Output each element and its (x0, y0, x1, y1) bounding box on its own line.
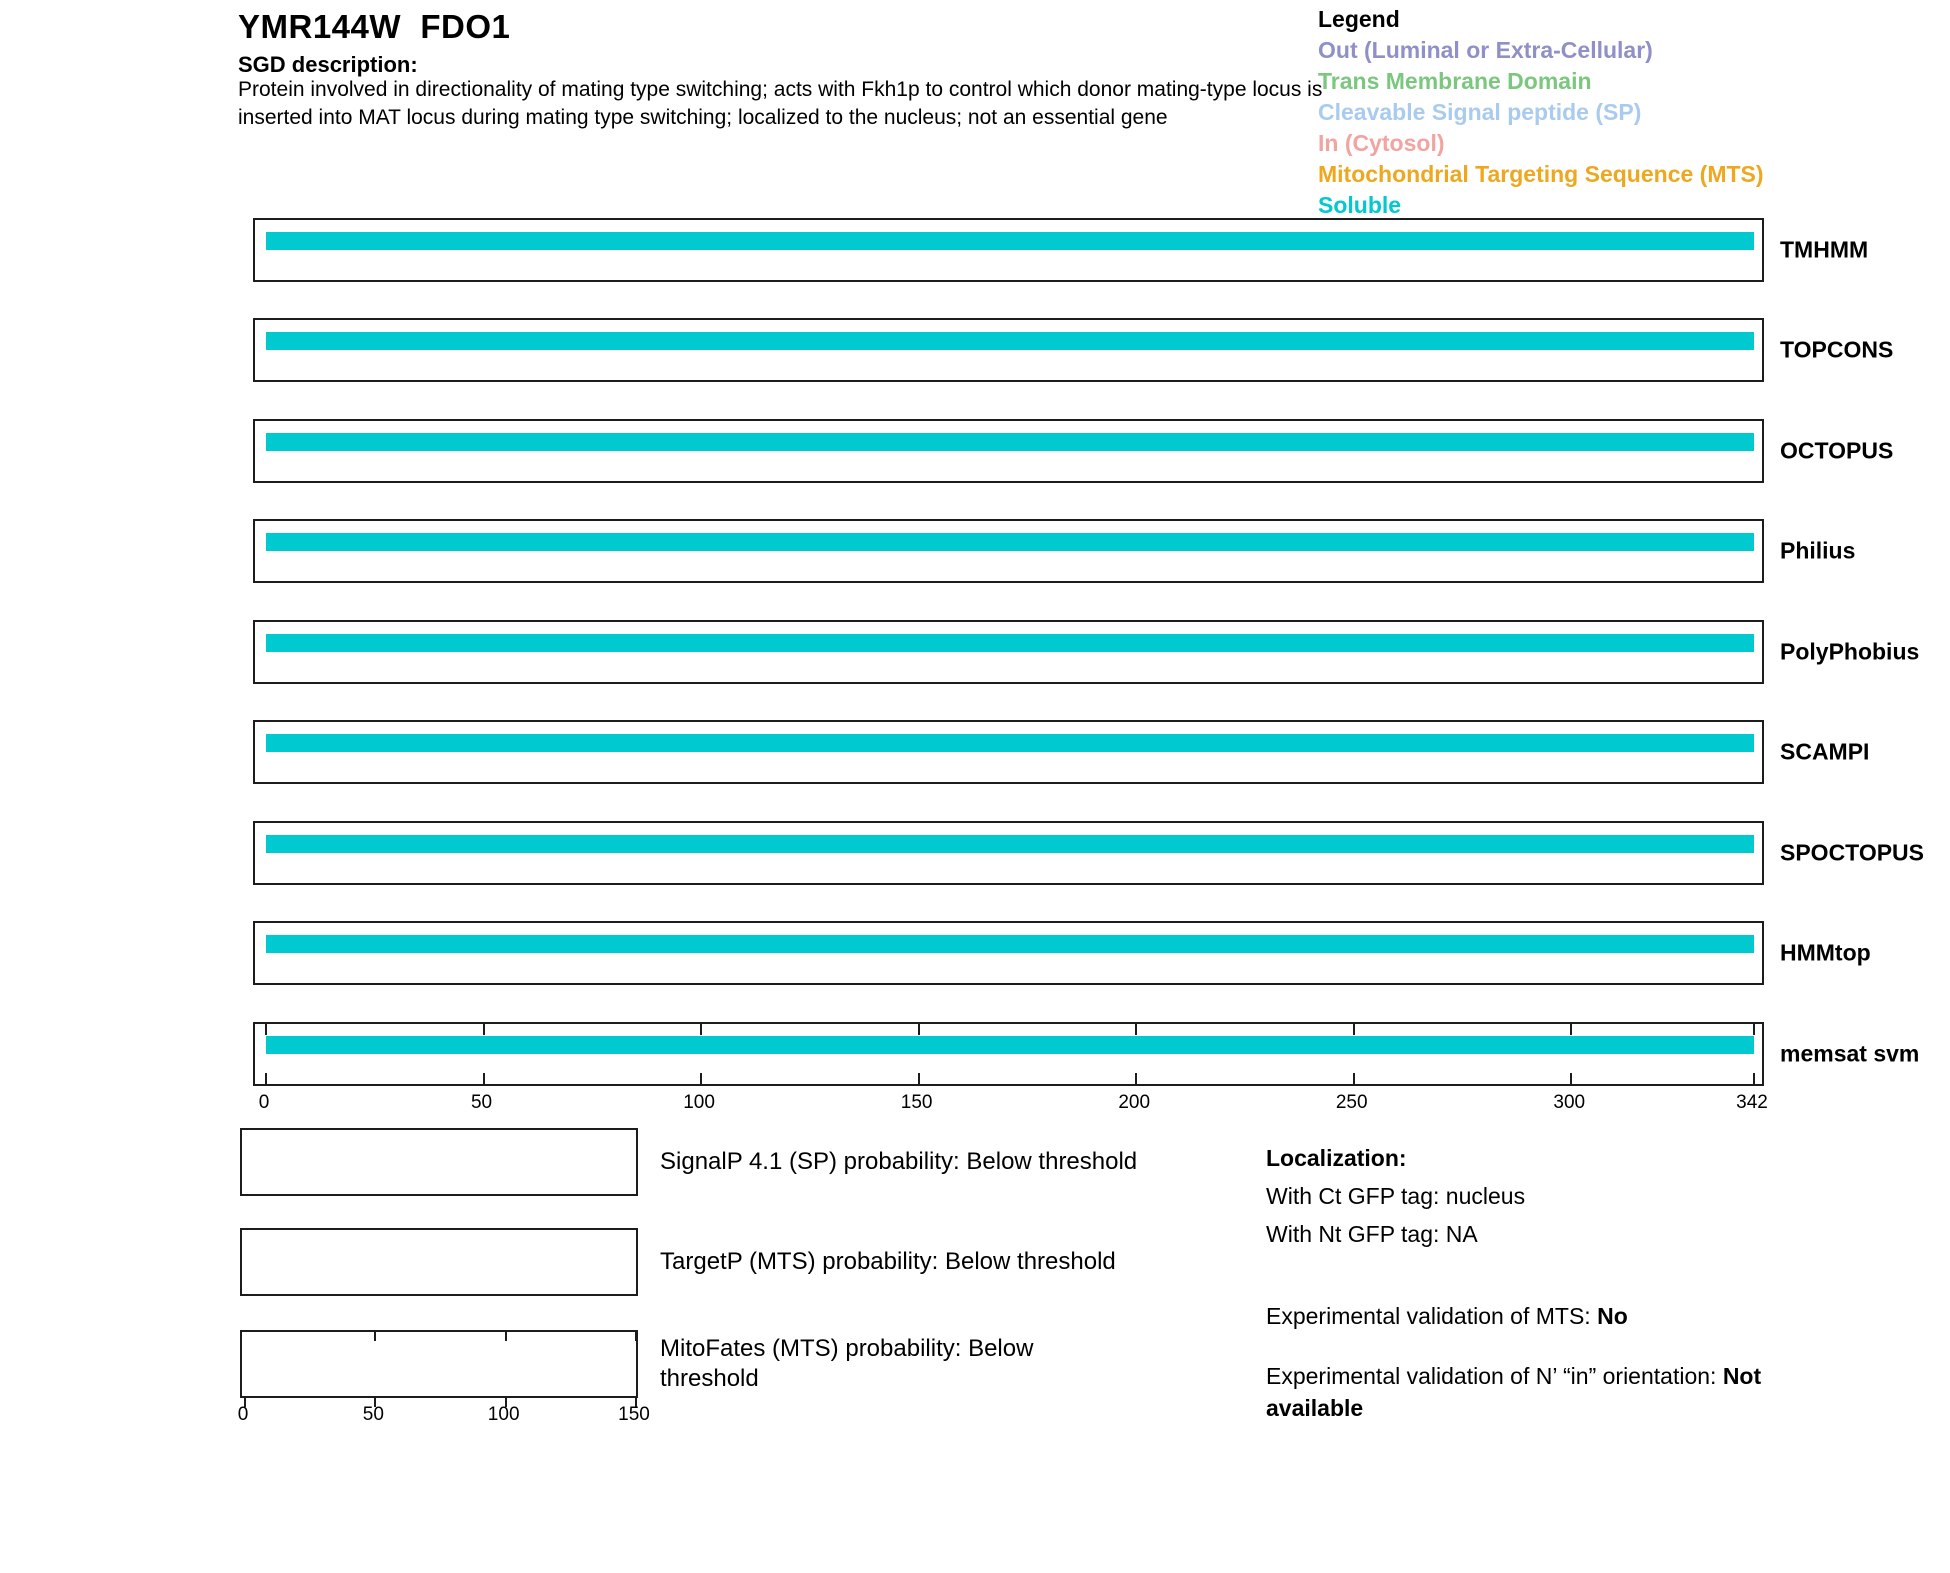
segment-bar-soluble (266, 332, 1754, 350)
segment-bar-soluble (266, 533, 1754, 551)
segment-bar-soluble (266, 1036, 1754, 1054)
mitofates-label: MitoFates (MTS) probability: Below threshold (660, 1335, 1034, 1392)
axis-tick-label: 100 (487, 1404, 520, 1425)
track-label-scampi: SCAMPI (1780, 738, 1870, 765)
tick-mark (374, 1332, 376, 1341)
nt-gfp-line: With Nt GFP tag: NA (1266, 1221, 1478, 1247)
track-label-topcons: TOPCONS (1780, 336, 1894, 363)
track-box-spoctopus (253, 821, 1764, 885)
track-box-memsat-svm (253, 1022, 1764, 1086)
tick-mark (265, 1073, 267, 1084)
track-box-octopus (253, 419, 1764, 483)
track-box-hmmtop (253, 921, 1764, 985)
axis-tick-label: 0 (237, 1404, 249, 1425)
track-box-tmhmm (253, 218, 1764, 282)
segment-bar-soluble (266, 433, 1754, 451)
orientation-prefix: Experimental validation of N’ “in” orientation: (1266, 1363, 1723, 1389)
localization-heading: Localization: (1266, 1145, 1407, 1171)
tick-mark (483, 1024, 485, 1035)
track-label-octopus: OCTOPUS (1780, 437, 1894, 464)
legend-item-mts: Mitochondrial Targeting Sequence (MTS) (1318, 161, 1764, 187)
legend-item-soluble: Soluble (1318, 192, 1402, 218)
tick-mark (635, 1332, 637, 1341)
tick-mark (1753, 1024, 1755, 1035)
segment-bar-soluble (266, 734, 1754, 752)
axis-tick-label: 150 (618, 1404, 650, 1425)
axis-tick-label: 100 (683, 1092, 715, 1113)
main-x-axis (253, 1092, 1768, 1118)
prob-box-signalp (240, 1128, 638, 1196)
track-label-hmmtop: HMMtop (1780, 939, 1871, 966)
tick-mark (505, 1332, 507, 1341)
orientation-line (1266, 1360, 1836, 1424)
mts-validation-value: No (1597, 1303, 1628, 1329)
track-box-topcons (253, 318, 1764, 382)
axis-tick-label: 300 (1553, 1092, 1586, 1113)
track-box-philius (253, 519, 1764, 583)
track-label-tmhmm: TMHMM (1780, 236, 1869, 263)
legend-item-out: Out (Luminal or Extra-Cellular) (1318, 37, 1653, 63)
prob-box-mitofates (240, 1330, 638, 1398)
mts-validation-prefix: Experimental validation of MTS: (1266, 1303, 1598, 1329)
orientation-value: Not available (1266, 1363, 1762, 1421)
segment-bar-soluble (266, 634, 1754, 652)
axis-tick-label: 200 (1118, 1092, 1151, 1113)
tick-mark (1353, 1024, 1355, 1035)
prob-box-targetp (240, 1228, 638, 1296)
segment-bar-soluble (266, 935, 1754, 953)
track-label-memsat-svm: memsat svm (1780, 1040, 1920, 1067)
tick-mark (1353, 1073, 1355, 1084)
legend-item-in: In (Cytosol) (1318, 130, 1445, 156)
track-box-polyphobius (253, 620, 1764, 684)
signalp-label: SignalP 4.1 (SP) probability: Below threshold (660, 1148, 1138, 1175)
mts-validation-line (1266, 1300, 1628, 1332)
legend (1318, 4, 1764, 221)
tick-mark (1570, 1073, 1572, 1084)
tick-mark (918, 1024, 920, 1035)
page-title: YMR144W FDO1 (238, 8, 511, 45)
sgd-description-label: SGD description: (238, 52, 418, 77)
tick-mark (1753, 1073, 1755, 1084)
legend-item-sp: Cleavable Signal peptide (SP) (1318, 99, 1642, 125)
axis-tick-label: 342 (1736, 1092, 1768, 1113)
track-label-spoctopus: SPOCTOPUS (1780, 839, 1924, 866)
axis-tick-label: 250 (1335, 1092, 1368, 1113)
tick-mark (483, 1073, 485, 1084)
track-label-philius: Philius (1780, 537, 1856, 564)
legend-title: Legend (1318, 6, 1400, 32)
axis-tick-label: 50 (362, 1404, 384, 1425)
axis-tick-label: 0 (258, 1092, 270, 1113)
tick-mark (1135, 1073, 1137, 1084)
probability-x-axis (237, 1404, 650, 1430)
axis-tick-label: 150 (900, 1092, 933, 1113)
tick-mark (1570, 1024, 1572, 1035)
tick-mark (265, 1024, 267, 1035)
tick-mark (700, 1073, 702, 1084)
track-label-polyphobius: PolyPhobius (1780, 638, 1920, 665)
tick-mark (1135, 1024, 1137, 1035)
segment-bar-soluble (266, 232, 1754, 250)
axis-tick-label: 50 (470, 1092, 493, 1113)
ct-gfp-line: With Ct GFP tag: nucleus (1266, 1183, 1526, 1209)
tick-mark (700, 1024, 702, 1035)
tick-mark (918, 1073, 920, 1084)
track-box-scampi (253, 720, 1764, 784)
legend-item-tm: Trans Membrane Domain (1318, 68, 1592, 94)
targetp-label: TargetP (MTS) probability: Below threshold (660, 1248, 1116, 1275)
sgd-description-text: Protein involved in directionality of mating type switching; acts with Fkh1p to control which donor mating-type locus is inserted into MAT locus during mating type switching; localized to the nucleus; not an essential gene (238, 78, 1323, 129)
segment-bar-soluble (266, 835, 1754, 853)
